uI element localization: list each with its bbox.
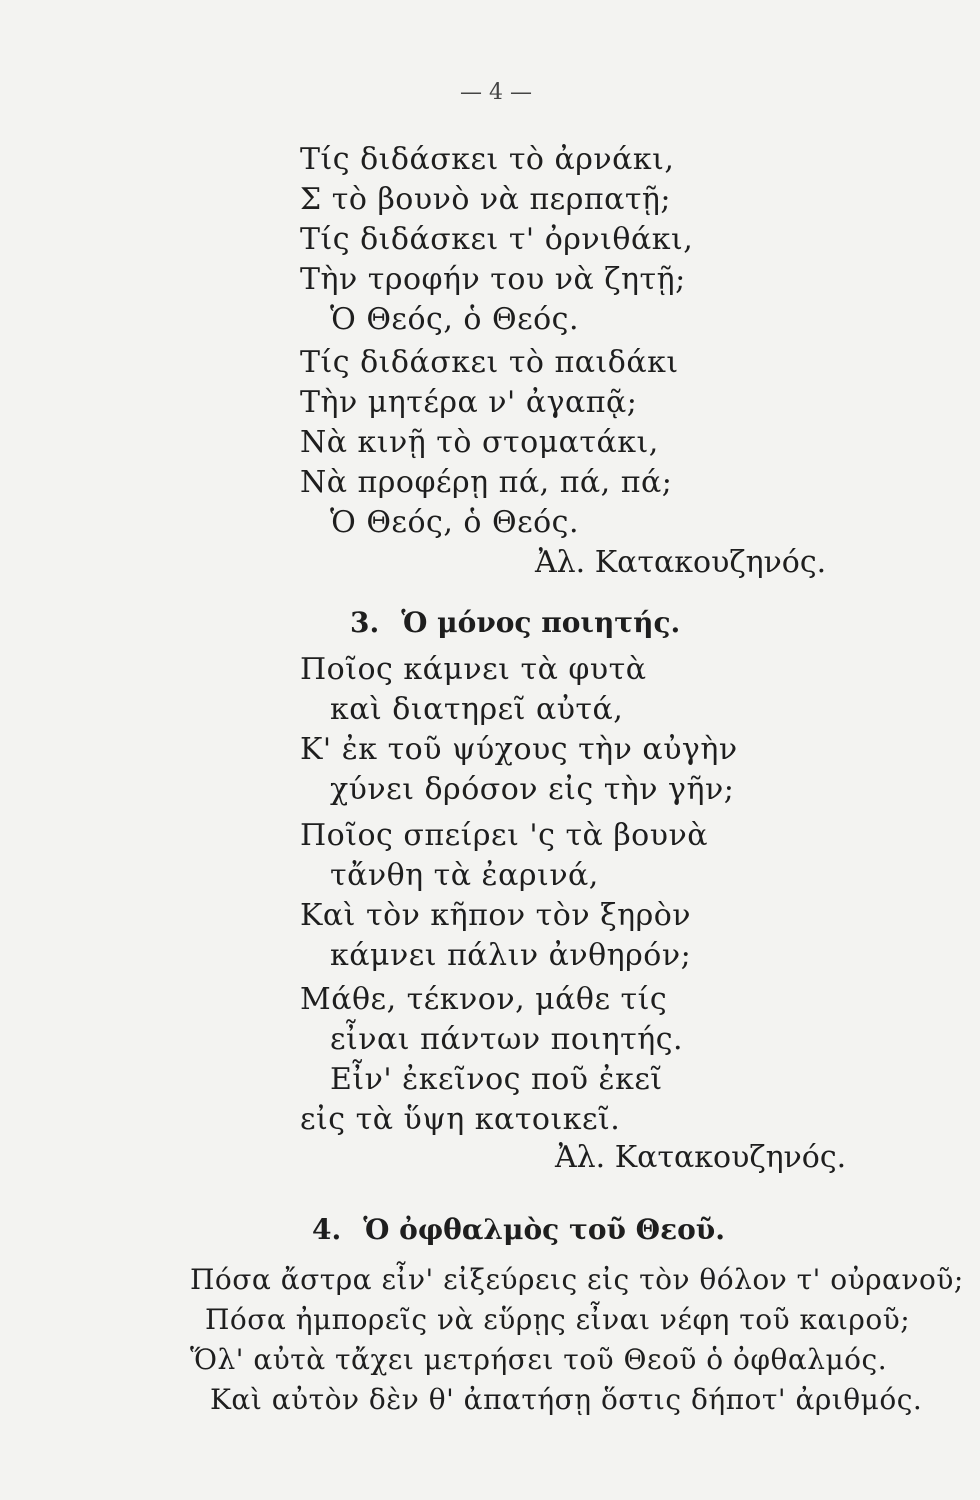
- verse-line: Νὰ προφέρῃ πά, πά, πά;: [300, 465, 673, 500]
- verse-line: Σ τὸ βουνὸ νὰ περπατῇ;: [300, 182, 671, 217]
- verse-line: εἶναι πάντων ποιητής.: [330, 1022, 684, 1057]
- verse-refrain: Ὁ Θεός, ὁ Θεός.: [330, 505, 580, 540]
- poem-title: Ὁ ὀφθαλμὸς τοῦ Θεοῦ.: [363, 1213, 725, 1246]
- verse-line: Τὴν μητέρα ν' ἀγαπᾷ;: [300, 385, 638, 420]
- verse-line: Πόσα ἄστρα εἶν' εἰξεύρεις εἰς τὸν θόλον τ' οὐρανοῦ;: [190, 1263, 964, 1296]
- verse-line: Πόσα ἠμπορεῖς νὰ εὕρῃς εἶναι νέφη τοῦ καιροῦ;: [205, 1303, 911, 1336]
- verse-line: Τὴν τροφήν του νὰ ζητῇ;: [300, 262, 686, 297]
- poem-title: Ὁ μόνος ποιητής.: [401, 606, 681, 639]
- verse-line: καὶ διατηρεῖ αὐτά,: [330, 692, 624, 727]
- poem-heading: [312, 1212, 725, 1248]
- verse-line: χύνει δρόσον εἰς τὴν γῆν;: [330, 772, 735, 807]
- verse-line: Νὰ κινῇ τὸ στοματάκι,: [300, 425, 659, 460]
- poem-heading: [350, 605, 680, 641]
- verse-line: Ὅλ' αὐτὰ τἄχει μετρήσει τοῦ Θεοῦ ὁ ὀφθαλμός.: [190, 1343, 888, 1376]
- verse-line: κάμνει πάλιν ἀνθηρόν;: [330, 938, 692, 973]
- verse-line: Τίς διδάσκει τὸ παιδάκι: [300, 345, 679, 380]
- poem-number: 4.: [312, 1213, 342, 1246]
- poem-author: Ἀλ. Κατακουζηνός.: [555, 1140, 847, 1175]
- verse-refrain: Ὁ Θεός, ὁ Θεός.: [330, 302, 580, 337]
- verse-line: Κ' ἐκ τοῦ ψύχους τὴν αὐγὴν: [300, 732, 738, 767]
- poem-author: Ἀλ. Κατακουζηνός.: [535, 545, 827, 580]
- verse-line: Μάθε, τέκνον, μάθε τίς: [300, 982, 668, 1017]
- verse-line: Τίς διδάσκει τὸ ἀρνάκι,: [300, 142, 675, 177]
- verse-line: Καὶ αὐτὸν δὲν θ' ἀπατήσῃ ὅστις δήποτ' ἀριθμός.: [210, 1383, 923, 1416]
- verse-line: εἰς τὰ ὕψη κατοικεῖ.: [300, 1102, 621, 1137]
- poem-number: 3.: [350, 606, 380, 639]
- verse-line: τἄνθη τὰ ἐαρινά,: [330, 858, 599, 893]
- verse-line: Ποῖος κάμνει τὰ φυτὰ: [300, 652, 647, 687]
- page-number: — 4 —: [460, 80, 532, 105]
- verse-line: Εἶν' ἐκεῖνος ποῦ ἐκεῖ: [330, 1062, 663, 1097]
- verse-line: Καὶ τὸν κῆπον τὸν ξηρὸν: [300, 898, 692, 933]
- verse-line: Ποῖος σπείρει 'ς τὰ βουνὰ: [300, 818, 708, 853]
- verse-line: Τίς διδάσκει τ' ὀρνιθάκι,: [300, 222, 694, 257]
